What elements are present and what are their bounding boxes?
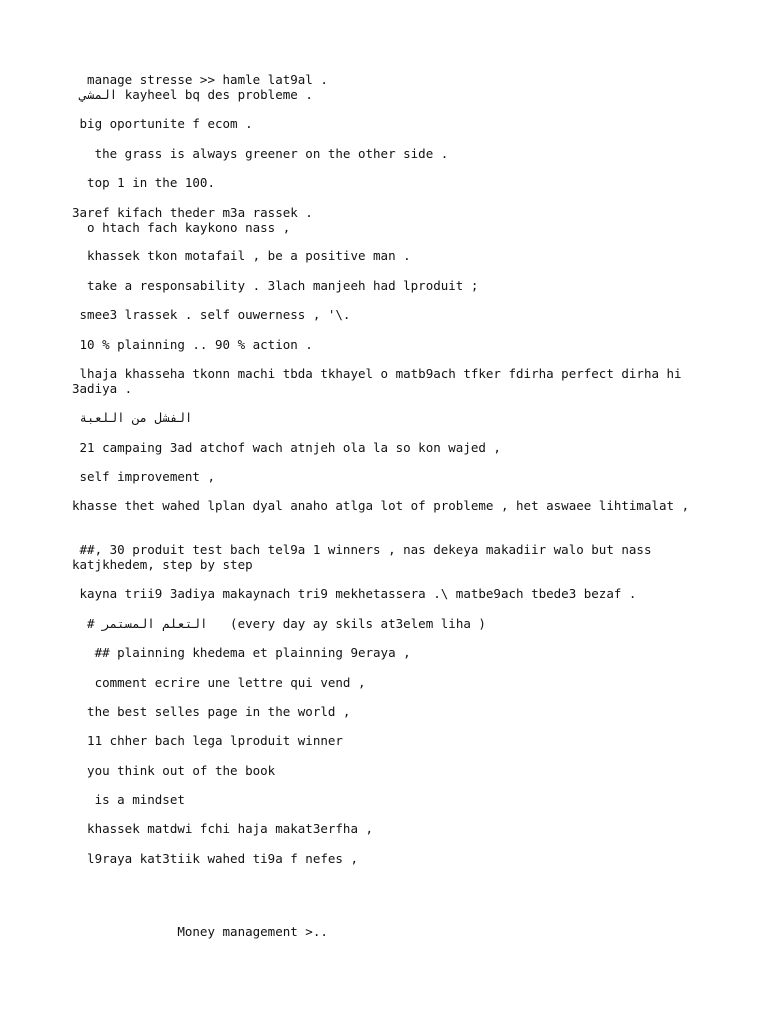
text-line: o htach fach kaykono nass , [72, 220, 291, 235]
text-line: 21 campaing 3ad atchof wach atnjeh ola la so kon wajed , [72, 440, 501, 455]
text-line: ##, 30 produit test bach tel9a 1 winners , nas dekeya makadiir walo but nass [72, 542, 652, 557]
text-line: khassek matdwi fchi haja makat3erfha , [72, 821, 374, 836]
text-line: الفشل من اللعبة [72, 410, 193, 425]
text-line: top 1 in the 100. [72, 175, 215, 190]
text-line: 3aref kifach theder m3a rassek . [72, 205, 313, 220]
text-line: smee3 lrassek . self ouwerness , '\. [72, 307, 351, 322]
text-line: # التعلم المستمر (every day ay skils at3elem liha ) [72, 616, 486, 631]
text-line: 11 chher bach lega lproduit winner [72, 733, 343, 748]
text-line: katjkhedem, step by step [72, 557, 253, 572]
text-line: take a responsability . 3lach manjeeh had lproduit ; [72, 278, 479, 293]
text-line: big oportunite f ecom . [72, 116, 253, 131]
text-line: the grass is always greener on the other side . [72, 146, 449, 161]
text-line: self improvement , [72, 469, 215, 484]
text-line: khassek tkon motafail , be a positive man . [72, 248, 411, 263]
text-line: ## plainning khedema et plainning 9eraya , [72, 645, 411, 660]
text-line: the best selles page in the world , [72, 704, 351, 719]
text-line: comment ecrire une lettre qui vend , [72, 675, 366, 690]
text-line: Money management >.. [72, 924, 328, 939]
text-line: 3adiya . [72, 381, 133, 396]
text-line: 10 % plainning .. 90 % action . [72, 337, 313, 352]
text-line: المشي kayheel bq des probleme . [72, 87, 313, 102]
text-line: lhaja khasseha tkonn machi tbda tkhayel o matb9ach tfker fdirha perfect dirha hi [72, 366, 682, 381]
text-line: l9raya kat3tiik wahed ti9a f nefes , [72, 851, 358, 866]
text-line: khasse thet wahed lplan dyal anaho atlga lot of probleme , het aswaee lihtimalat , [72, 498, 690, 513]
text-line: is a mindset [72, 792, 185, 807]
text-line: kayna trii9 3adiya makaynach tri9 mekhetassera .\ matbe9ach tbede3 bezaf . [72, 586, 637, 601]
text-line: you think out of the book [72, 763, 276, 778]
text-line: manage stresse >> hamle lat9al . [72, 72, 328, 87]
